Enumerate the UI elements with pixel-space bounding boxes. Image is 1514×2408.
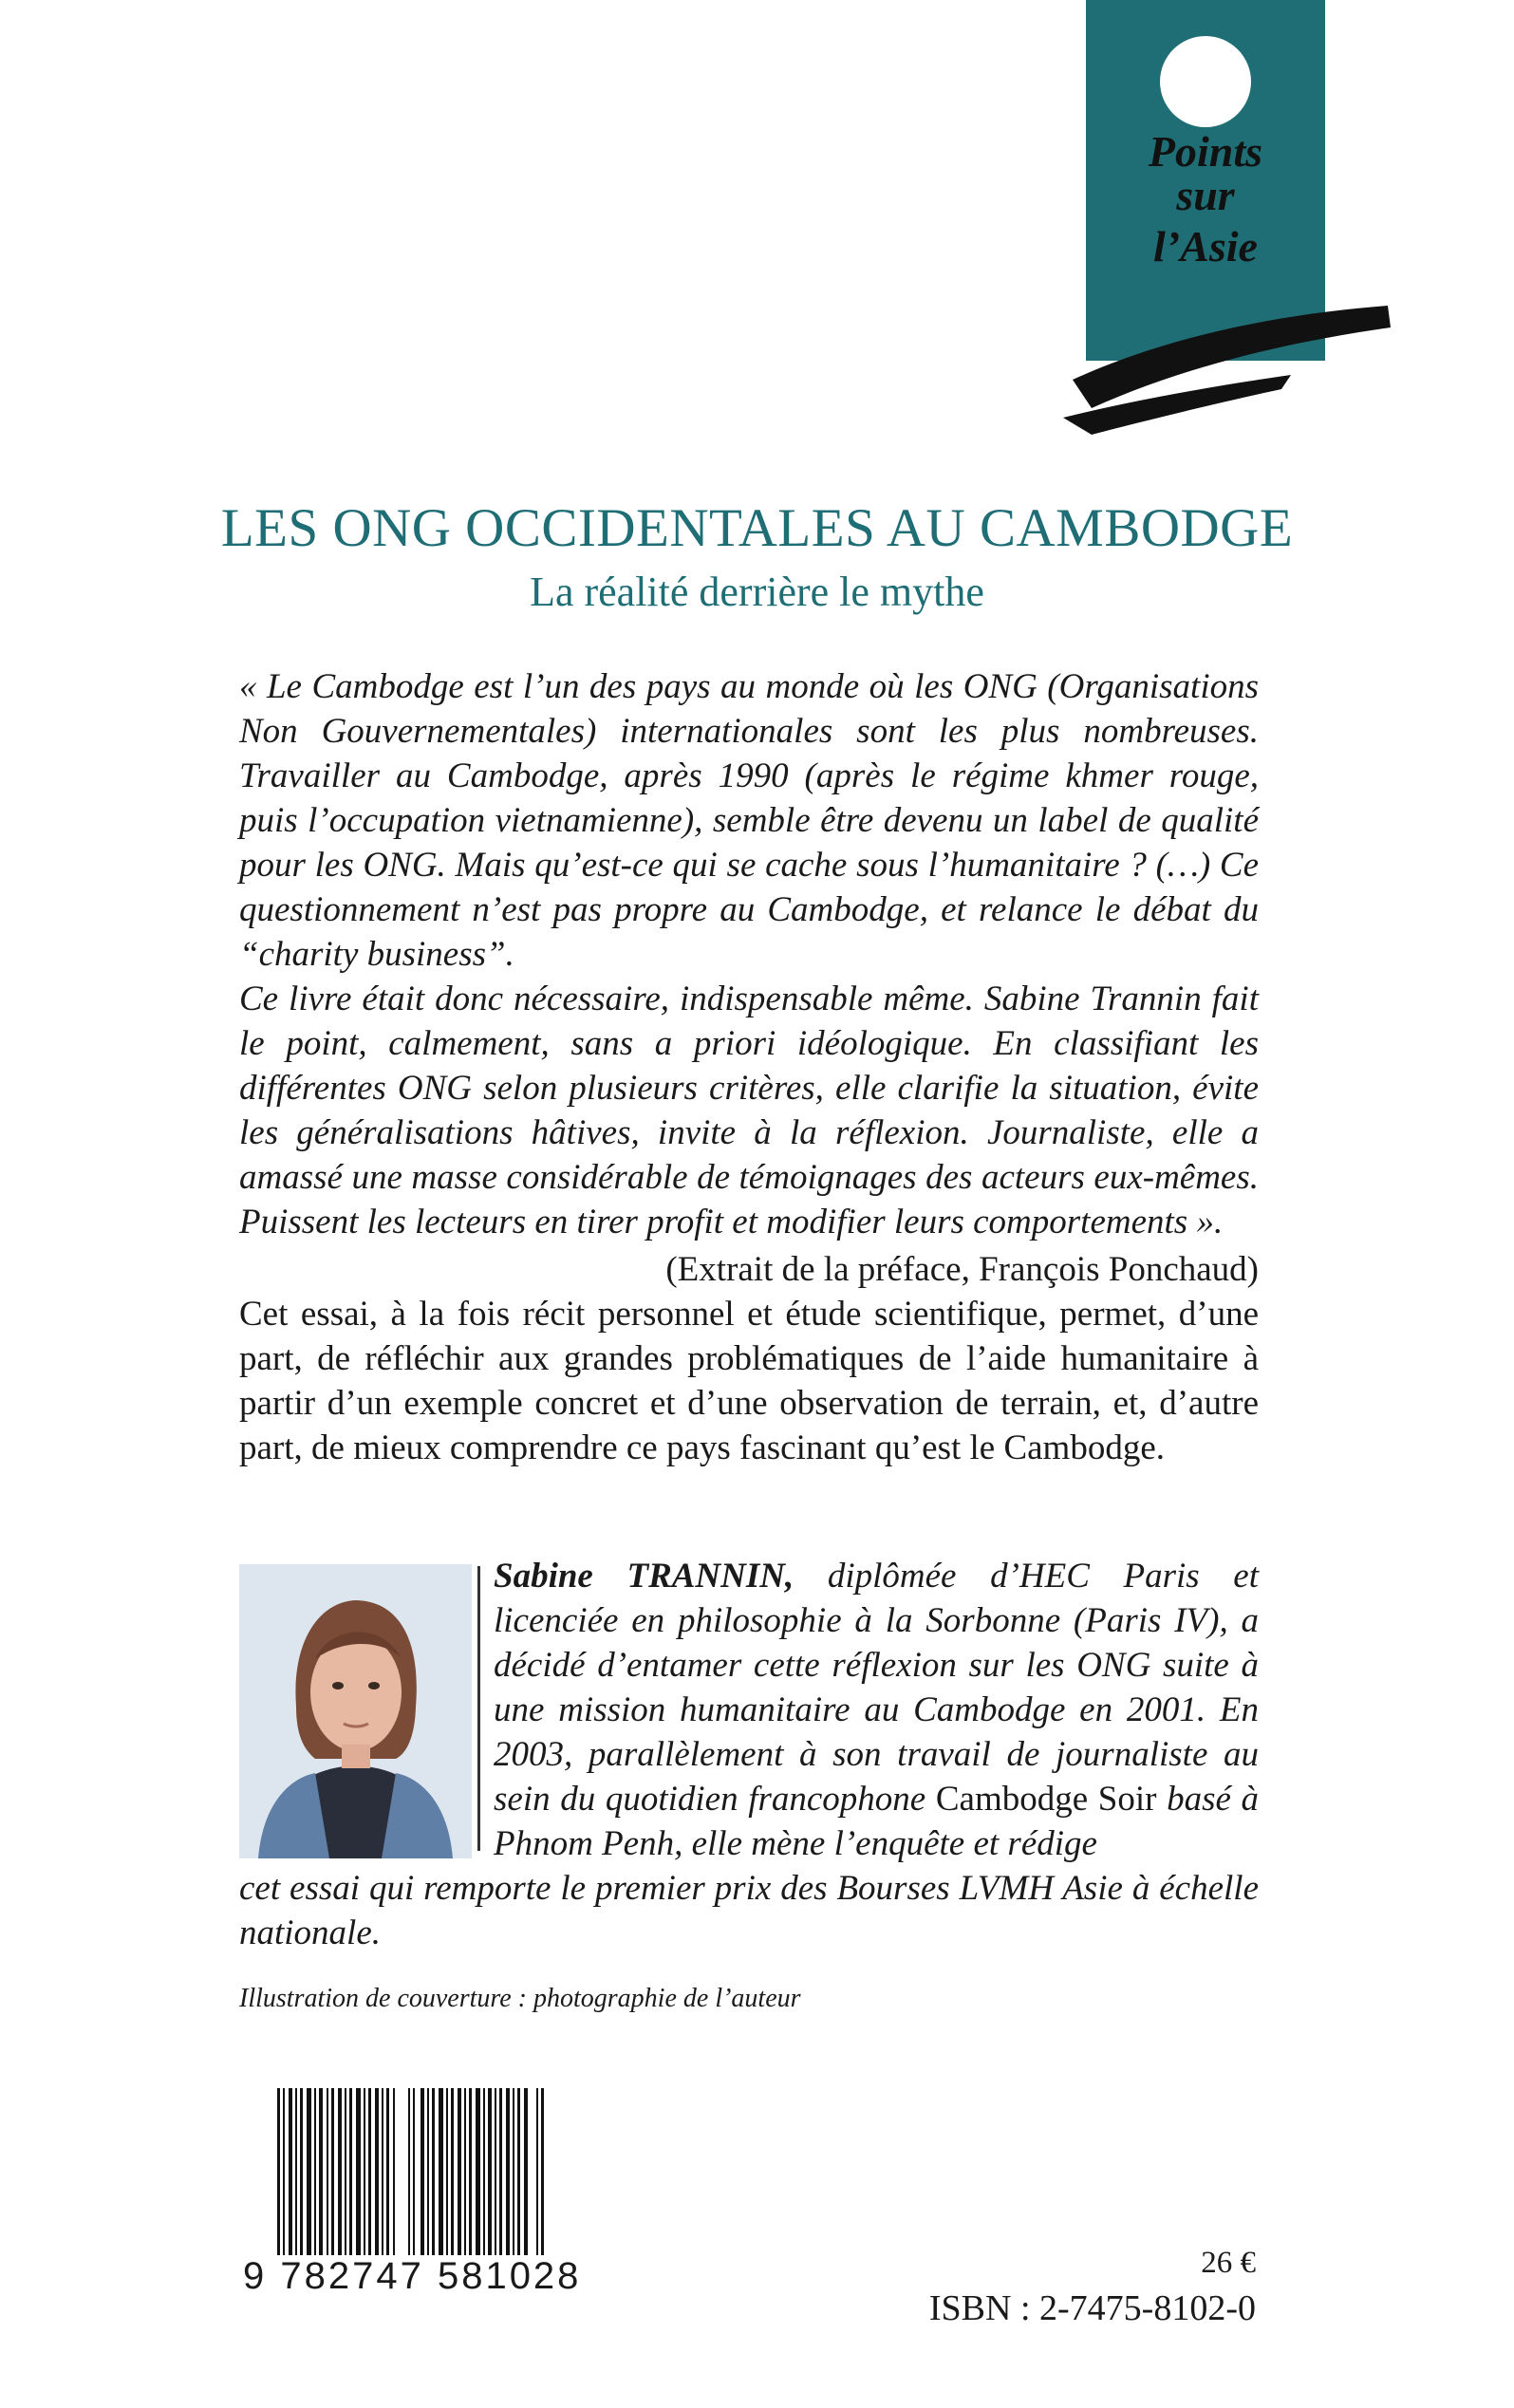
author-bio-part-1: diplômée d’HEC Paris et licenciée en philosophie à la Sorbonne (Paris IV), a décidé d’entamer cette réflexion sur les ONG suite à une mission humanitaire au Cambodge en 2001. En 2003, parallèlement à son travail de journaliste au sein du quotidien francophone: [494, 1557, 1259, 1819]
author-bio: [494, 1554, 1259, 1866]
series-line-2: sur: [1176, 171, 1235, 219]
cover-credit: Illustration de couverture : photographie de l’auteur: [239, 1984, 801, 2013]
quote-paragraph-2: Ce livre était donc nécessaire, indispensable même. Sabine Trannin fait le point, calmement, sans a priori idéologique. En classifiant les différentes ONG selon plusieurs critères, elle clarifie la situation, évite les généralisations hâtives, invite à la réflexion. Journaliste, elle a amassé une masse considérable de témoignages des acteurs eux-mêmes. Puissent les lecteurs en tirer profit et modifier leurs comportements ».: [239, 980, 1259, 1241]
brush-stroke-icon: [0, 0, 1514, 494]
series-line-3: l’Asie: [1153, 222, 1258, 271]
preface-quote: [239, 664, 1259, 1244]
book-subtitle: La réalité derrière le mythe: [530, 569, 984, 615]
series-line-1: Points: [1148, 127, 1263, 176]
book-title: LES ONG OCCIDENTALES AU CAMBODGE: [220, 498, 1294, 558]
author-bio-continued: cet essai qui remporte le premier prix des Bourses LVMH Asie à échelle nationale.: [239, 1869, 1259, 1952]
photo-divider: [477, 1566, 480, 1851]
newspaper-name: Cambodge Soir: [935, 1780, 1157, 1819]
essay-description: [239, 1292, 1259, 1470]
isbn: ISBN : 2-7475-8102-0: [928, 2288, 1256, 2328]
essay-paragraph: Cet essai, à la fois récit personnel et étude scientifique, permet, d’une part, de réfléchir aux grandes problématiques de l’aide humanitaire à partir d’un exemple concret et d’une observation de terrain, et, d’autre part, de mieux comprendre ce pays fascinant qu’est le Cambodge.: [239, 1295, 1259, 1467]
author-photo: [239, 1564, 472, 1858]
price: 26 €: [1201, 2246, 1256, 2280]
author-bio-part-2: basé à Phnom Penh, elle mène l’enquête et rédige: [494, 1780, 1260, 1863]
quote-attribution: (Extrait de la préface, François Ponchaud): [665, 1250, 1259, 1289]
barcode-digits: 9 782747 581028: [237, 2255, 587, 2298]
quote-paragraph-1: « Le Cambodge est l’un des pays au monde où les ONG (Organisations Non Gouvernementales) internationales sont les plus nombreuses. Travailler au Cambodge, après 1990 (après le régime khmer rouge, puis l’occupation vietnamienne), semble être devenu un label de qualité pour les ONG. Mais qu’est-ce qui se cache sous l’humanitaire ? (…) Ce questionnement n’est pas propre au Cambodge, et relance le débat du “charity business”.: [239, 667, 1259, 974]
author-name: Sabine TRANNIN,: [494, 1557, 794, 1596]
